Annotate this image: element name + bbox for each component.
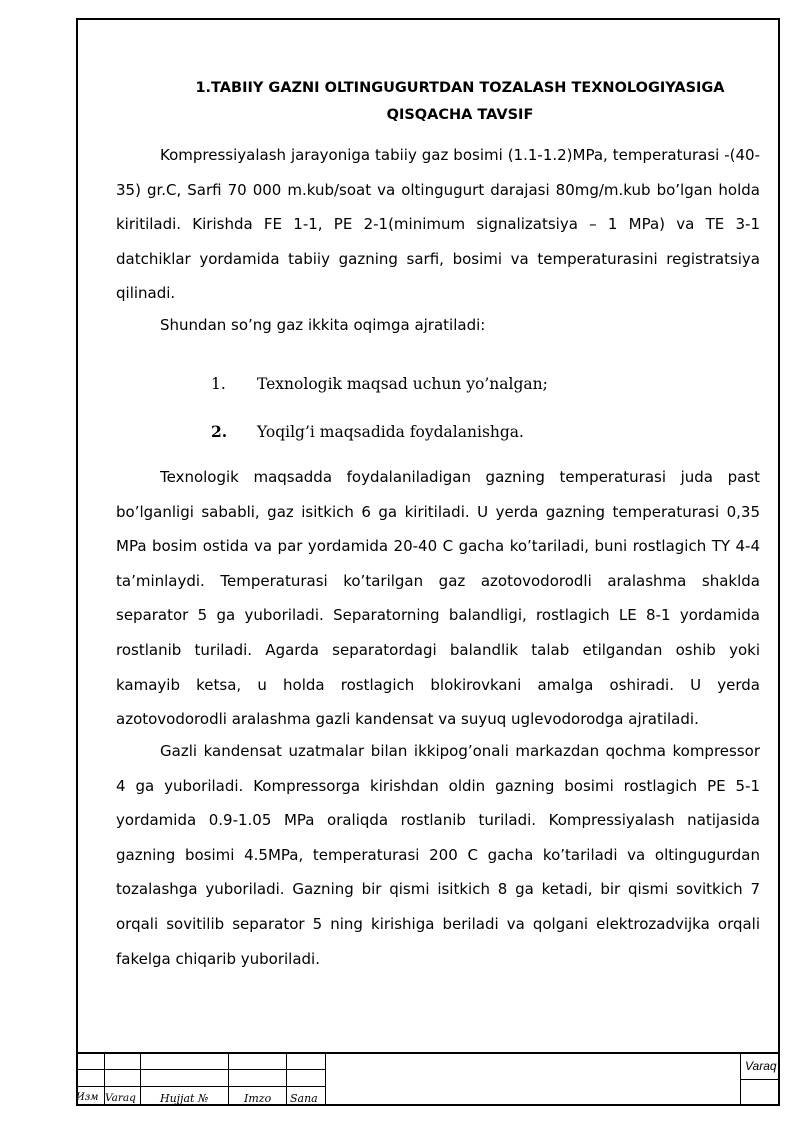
paragraph-split: Shundan so’ng gaz ikkita oqimga ajratiladi: <box>160 316 486 334</box>
title-block-col-line <box>228 1052 229 1106</box>
title-block-col-line <box>325 1052 326 1106</box>
title-block-col-line <box>286 1052 287 1106</box>
paragraph-technological: Texnologik maqsadda foydalaniladigan gazning temperaturasi juda past bo’lganligi sababli, gaz isitkich 6 ga kiritiladi. U yerda gazning temperaturasi 0,35 MPa bosim ostida va par yordamida 20-40 C gacha ko’tariladi, buni rostlagich TY 4-4 ta’minlaydi. Temperaturasi ko’tarilgan gaz azotovodorodli aralashma shaklda separator 5 ga yuboriladi. Separatorning balandligi, rostlagich LE 8-1 yordamida rostlanib turiladi. Agarda separatordagi balandlik talab etilgandan oshib yoki kamayib ketsa, u holda rostlagich blokirovkani amalga oshiradi. U yerda azotovodorodli aralashma gazli kandensat va suyuq uglevodorodga ajratiladi. <box>116 468 760 729</box>
title-block-sheet-label: Varaq <box>745 1059 777 1073</box>
list-item-text: Yoqilg’i maqsadida foydalanishga. <box>257 423 524 441</box>
title-block-col-varaq: Varaq <box>105 1092 136 1104</box>
list-item-text: Texnologik maqsad uchun yo’nalgan; <box>257 375 548 393</box>
title-block-col-line <box>140 1052 141 1106</box>
list-item-number: 1. <box>211 375 226 393</box>
title-block-row-line <box>76 1086 325 1087</box>
title-block-col-hujjat: Hujjat № <box>160 1092 209 1105</box>
title-block-row-line <box>740 1079 780 1080</box>
document-title-line2: QISQACHA TAVSIF <box>386 107 534 123</box>
list-item-number: 2. <box>211 422 228 441</box>
paragraph-intro: Kompressiyalash jarayoniga tabiiy gaz bosimi (1.1-1.2)MPa, temperaturasi -(40-35) gr.C, Sarfi 70 000 m.kub/soat va oltingugurt darajasi 80mg/m.kub bo’lgan holda kiritiladi. Kirishda FE 1-1, PE 2-1(minimum signalizatsiya – 1 MPa) va TE 3-1 datchiklar yordamida tabiiy gazning sarfi, bosimi va temperaturasini registratsiya qilinadi. <box>116 146 760 303</box>
list-item <box>211 372 548 396</box>
title-block-col-izm: Изм <box>76 1092 99 1103</box>
paragraph-compressor: Gazli kandensat uzatmalar bilan ikkipog’onali markazdan qochma kompressor 4 ga yuboriladi. Kompressorga kirishdan oldin gazning bosimi rostlagich PE 5-1 yordamida 0.9-1.05 MPa oraliqda rostlanib turiladi. Kompressiyalash natijasida gazning bosimi 4.5MPa, temperaturasi 200 C gacha ko’tariladi va oltingugurdan tozalashga yuboriladi. Gazning bir qismi isitkich 8 ga ketadi, bir qismi sovitkich 7 orqali sovitilib separator 5 ning kirishiga beriladi va qolgani elektrozadvijka orqali fakelga chiqarib yuboriladi. <box>116 742 760 968</box>
list-item <box>211 420 524 444</box>
title-block-col-sana: Sana <box>290 1092 318 1105</box>
title-block-row-line <box>76 1069 325 1070</box>
document-title-line1: 1.TABIIY GAZNI OLTINGUGURTDAN TOZALASH TEXNOLOGIYASIGA <box>195 80 725 96</box>
title-block-col-imzo: Imzo <box>244 1092 272 1105</box>
title-block-top-line <box>76 1052 780 1054</box>
